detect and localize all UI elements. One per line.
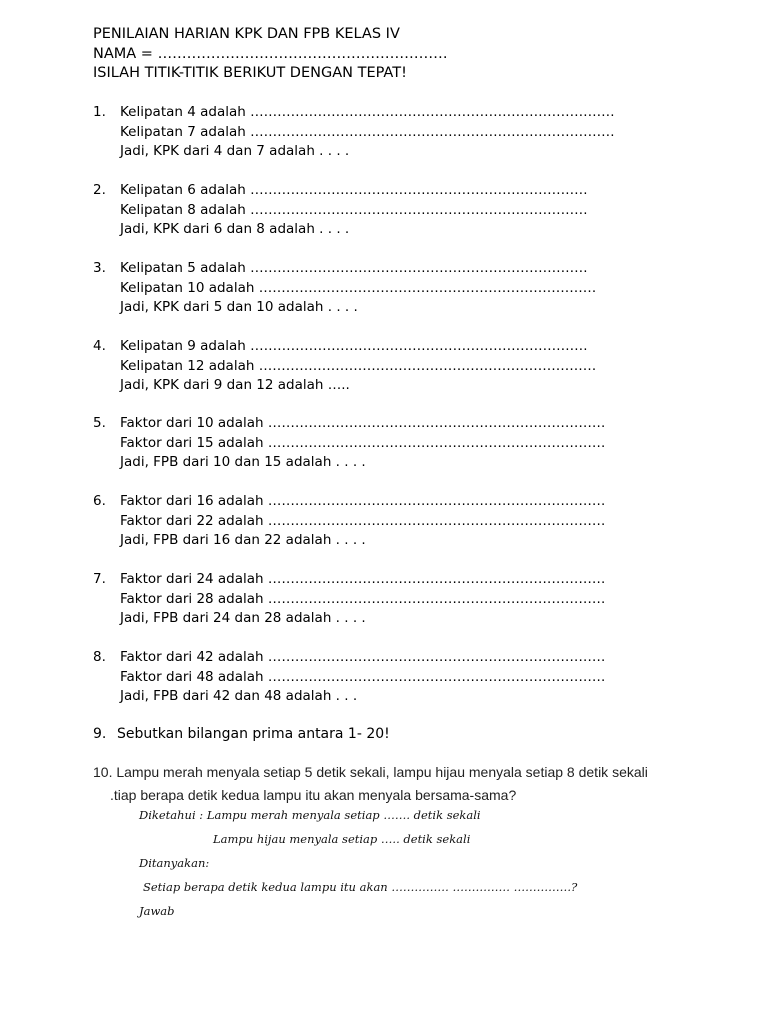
question-line: Faktor dari 42 adalah ………………………………………………………………… <box>120 649 606 665</box>
question-line: Kelipatan 6 adalah ………………………………………………………………… <box>120 182 588 198</box>
question-text: Sebutkan bilangan prima antara 1- 20! <box>117 726 390 742</box>
question-10-line-2: .tiap berapa detik kedua lampu itu akan menyala bersama-sama? <box>110 787 517 803</box>
question-line: Jadi, KPK dari 5 dan 10 adalah . . . . <box>120 299 358 315</box>
worksheet-title: PENILAIAN HARIAN KPK DAN FPB KELAS IV <box>93 26 400 42</box>
answer-label: Jawab <box>139 904 175 918</box>
question-line: Kelipatan 5 adalah ………………………………………………………………… <box>120 260 588 276</box>
question-line: Jadi, FPB dari 42 dan 48 adalah . . . <box>120 688 358 704</box>
instruction-text: ISILAH TITIK-TITIK BERIKUT DENGAN TEPAT! <box>93 65 407 81</box>
question-3 <box>93 259 596 318</box>
question-10-line-1: 10. Lampu merah menyala setiap 5 detik sekali, lampu hijau menyala setiap 8 detik sekali <box>93 764 648 780</box>
question-number: 4. <box>93 338 106 354</box>
question-line: Kelipatan 8 adalah ………………………………………………………………… <box>120 201 588 218</box>
question-2 <box>93 181 588 240</box>
question-line: Jadi, FPB dari 16 dan 22 adalah . . . . <box>120 532 366 548</box>
question-line: Kelipatan 10 adalah ………………………………………………………………… <box>120 279 597 296</box>
question-line: Kelipatan 9 adalah ………………………………………………………………… <box>120 338 588 354</box>
question-line: Faktor dari 48 adalah ………………………………………………………………… <box>120 668 606 685</box>
question-number: 9. <box>93 726 107 742</box>
question-8 <box>93 648 605 707</box>
question-number: 2. <box>93 182 106 198</box>
question-1 <box>93 103 615 162</box>
question-number: 6. <box>93 493 106 509</box>
question-line: Faktor dari 15 adalah ………………………………………………………………… <box>120 434 606 451</box>
question-line: Kelipatan 7 adalah ……………………………………………………………………… <box>120 123 615 140</box>
question-line: Jadi, KPK dari 6 dan 8 adalah . . . . <box>120 221 350 237</box>
question-line: Jadi, FPB dari 10 dan 15 adalah . . . . <box>120 454 366 470</box>
asked-label: Ditanyakan: <box>139 856 210 870</box>
question-line: Faktor dari 28 adalah ………………………………………………………………… <box>120 590 606 607</box>
question-line: Kelipatan 4 adalah ……………………………………………………………………… <box>120 104 615 120</box>
known-line-2: Lampu hijau menyala setiap ….. detik sekali <box>213 832 471 846</box>
student-name-line: NAMA = …………………………………………………… <box>93 45 448 62</box>
question-4 <box>93 337 596 396</box>
question-10 <box>93 761 713 807</box>
question-number: 8. <box>93 649 106 665</box>
known-line-1: Diketahui : Lampu merah menyala setiap ……. detik sekali <box>139 808 481 822</box>
question-line: Jadi, FPB dari 24 dan 28 adalah . . . . <box>120 610 366 626</box>
question-line: Jadi, KPK dari 4 dan 7 adalah . . . . <box>120 143 350 159</box>
question-number: 5. <box>93 415 106 431</box>
question-line: Faktor dari 24 adalah ………………………………………………………………… <box>120 571 606 587</box>
question-line: Faktor dari 16 adalah ………………………………………………………………… <box>120 493 606 509</box>
question-5 <box>93 414 605 473</box>
question-line: Faktor dari 22 adalah ………………………………………………………………… <box>120 512 606 529</box>
question-line: Kelipatan 12 adalah ………………………………………………………………… <box>120 357 597 374</box>
worksheet-header <box>93 25 448 84</box>
question-number: 3. <box>93 260 106 276</box>
question-9 <box>93 724 390 744</box>
question-number: 7. <box>93 571 106 587</box>
question-6 <box>93 492 605 551</box>
asked-line: Setiap berapa detik kedua lampu itu akan …………… …………… ……………? <box>143 880 578 894</box>
question-line: Faktor dari 10 adalah ………………………………………………………………… <box>120 415 606 431</box>
question-line: Jadi, KPK dari 9 dan 12 adalah ….. <box>120 377 350 393</box>
question-number: 1. <box>93 104 106 120</box>
question-7 <box>93 570 605 629</box>
